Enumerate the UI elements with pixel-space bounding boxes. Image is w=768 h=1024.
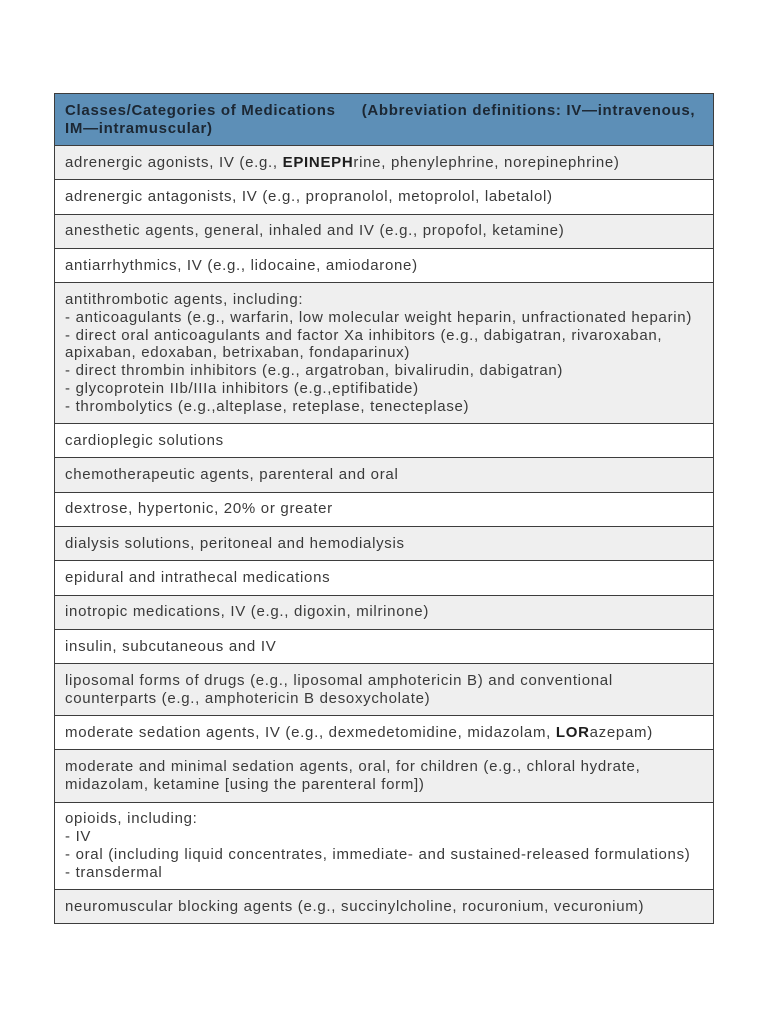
row-line: dextrose, hypertonic, 20% or greater	[65, 500, 333, 518]
row-line: liposomal forms of drugs (e.g., liposomal amphotericin B) and conventional	[65, 671, 613, 689]
row-line: cardioplegic solutions	[65, 431, 224, 449]
table-row	[55, 749, 713, 801]
row-line: - glycoprotein IIb/IIIa inhibitors (e.g.,eptifibatide)	[65, 379, 419, 397]
table-header	[55, 94, 713, 145]
table-row	[55, 802, 713, 890]
table-row	[55, 457, 713, 491]
table-row	[55, 560, 713, 594]
row-line: anesthetic agents, general, inhaled and IV (e.g., propofol, ketamine)	[65, 222, 565, 240]
emphasized-text: EPINEPH	[282, 153, 354, 171]
row-line: apixaban, edoxaban, betrixaban, fondaparinux)	[65, 344, 411, 362]
medications-table	[54, 93, 714, 924]
header-line	[65, 102, 703, 120]
row-line: - anticoagulants (e.g., warfarin, low molecular weight heparin, unfractionated heparin)	[65, 308, 693, 326]
row-text: moderate sedation agents, IV (e.g., dexmedetomidine, midazolam,	[65, 723, 556, 741]
row-line: antithrombotic agents, including:	[65, 290, 304, 308]
row-line: inotropic medications, IV (e.g., digoxin, milrinone)	[65, 603, 430, 621]
row-line: - oral (including liquid concentrates, immediate- and sustained-released formulations)	[65, 845, 691, 863]
table-row	[55, 282, 713, 423]
table-row	[55, 629, 713, 663]
row-line: insulin, subcutaneous and IV	[65, 637, 277, 655]
table-row	[55, 889, 713, 923]
row-line: midazolam, ketamine [using the parenteral form])	[65, 776, 425, 793]
row-text: rine, phenylephrine, norepinephrine)	[353, 153, 620, 171]
header-abbreviation-note: IM—intramuscular)	[65, 119, 213, 137]
row-line: dialysis solutions, peritoneal and hemodialysis	[65, 534, 405, 552]
row-line: - IV	[65, 828, 92, 846]
table-body	[55, 145, 713, 923]
row-line: counterparts (e.g., amphotericin B desoxycholate)	[65, 689, 431, 707]
row-line	[65, 154, 703, 172]
row-line: - direct oral anticoagulants and factor Xa inhibitors (e.g., dabigatran, rivaroxaban,	[65, 326, 663, 344]
row-line: - thrombolytics (e.g.,alteplase, reteplase, tenecteplase)	[65, 397, 470, 415]
row-line: - direct thrombin inhibitors (e.g., argatroban, bivalirudin, dabigatran)	[65, 362, 564, 380]
row-line: antiarrhythmics, IV (e.g., lidocaine, amiodarone)	[65, 256, 418, 274]
row-line: adrenergic antagonists, IV (e.g., propranolol, metoprolol, labetalol)	[65, 188, 553, 206]
table-row	[55, 248, 713, 282]
header-title: Classes/Categories of Medications	[65, 101, 336, 119]
row-text: adrenergic agonists, IV (e.g.,	[65, 153, 283, 171]
row-line: opioids, including:	[65, 810, 198, 828]
table-row	[55, 663, 713, 715]
table-row	[55, 423, 713, 457]
table-row	[55, 214, 713, 248]
emphasized-text: LOR	[555, 723, 590, 741]
row-line	[65, 724, 703, 742]
table-row	[55, 145, 713, 179]
header-abbreviation-note: (Abbreviation definitions: IV—intravenous,	[361, 101, 696, 119]
header-line	[65, 120, 703, 138]
row-line: moderate and minimal sedation agents, oral, for children (e.g., chloral hydrate,	[65, 758, 641, 776]
table-row	[55, 179, 713, 213]
table-row	[55, 715, 713, 749]
table-row	[55, 492, 713, 526]
row-line: chemotherapeutic agents, parenteral and oral	[65, 466, 399, 484]
row-line: - transdermal	[65, 863, 163, 881]
row-line: neuromuscular blocking agents (e.g., succinylcholine, rocuronium, vecuronium)	[65, 897, 645, 915]
row-line: epidural and intrathecal medications	[65, 569, 331, 587]
row-text: azepam)	[589, 723, 653, 741]
table-row	[55, 526, 713, 560]
table-row	[55, 595, 713, 629]
